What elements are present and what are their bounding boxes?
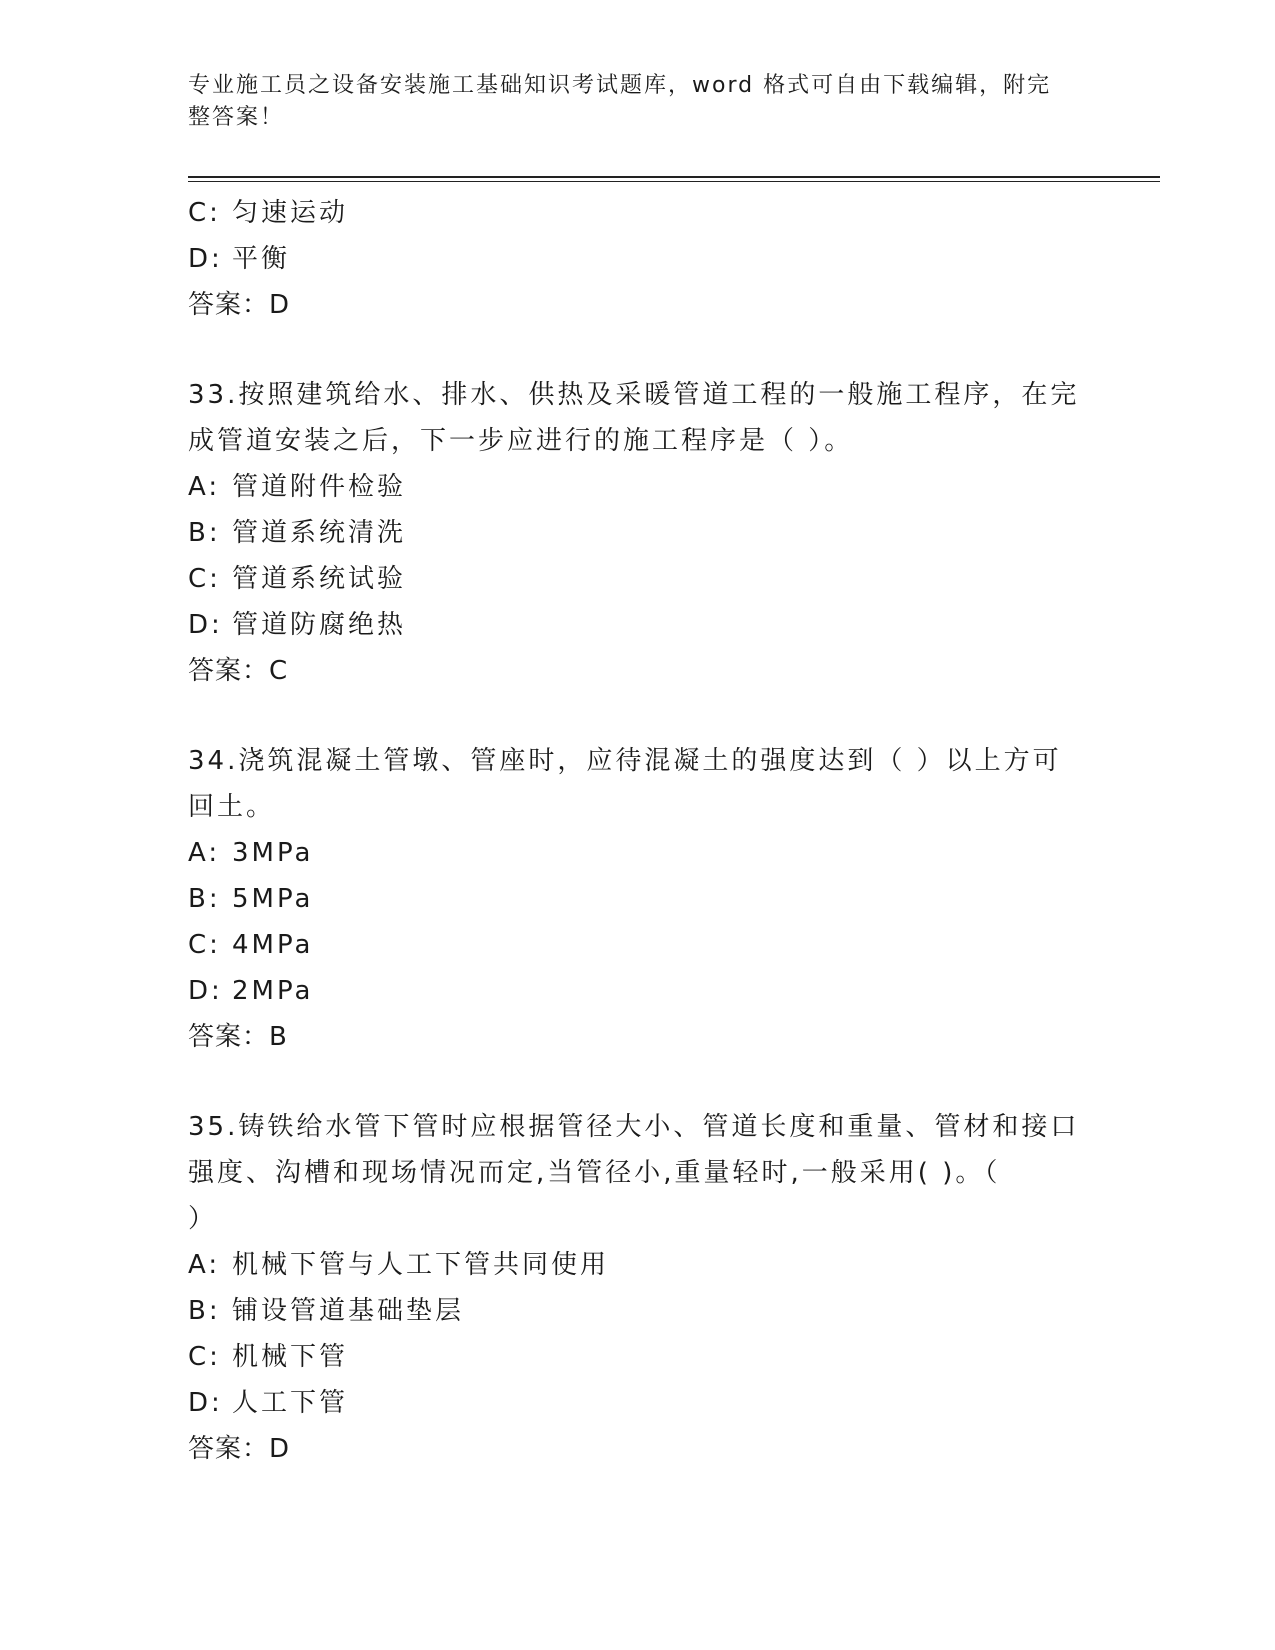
answer: 答案：D (188, 290, 291, 320)
option (188, 190, 1088, 236)
header-divider-thin (188, 181, 1160, 182)
option (188, 1242, 1088, 1288)
option-key: C: (188, 198, 221, 228)
option-text: 匀速运动 (232, 198, 349, 228)
option-key: A: (188, 472, 221, 502)
answer: 答案：C (188, 656, 289, 686)
option-text: 3MPa (232, 838, 314, 868)
option-text: 管道系统清洗 (232, 518, 407, 548)
option (188, 922, 1088, 968)
option-text: 人工下管 (232, 1388, 349, 1418)
option (188, 968, 1088, 1014)
option-key: B: (188, 1296, 221, 1326)
option (188, 602, 1088, 648)
stem-line: 回土。 (188, 792, 276, 822)
header-line-2: 整答案！ (188, 105, 285, 130)
stem-line: 强度、沟槽和现场情况而定,当管径小,重量轻时,一般采用( )。（ (188, 1158, 1001, 1188)
option (188, 1380, 1088, 1426)
question-list (188, 190, 1088, 1472)
question-32-tail (188, 190, 1088, 328)
option-text: 管道系统试验 (232, 564, 407, 594)
header-line-1: 专业施工员之设备安装施工基础知识考试题库，word 格式可自由下载编辑，附完 (188, 73, 1052, 98)
option-key: A: (188, 1250, 221, 1280)
option-key: D: (188, 976, 223, 1006)
option-text: 5MPa (232, 884, 314, 914)
option (188, 236, 1088, 282)
answer: 答案：D (188, 1434, 291, 1464)
option-key: D: (188, 1388, 223, 1418)
option-key: B: (188, 518, 221, 548)
option-text: 管道附件检验 (232, 472, 407, 502)
option-key: C: (188, 1342, 221, 1372)
option-text: 铺设管道基础垫层 (232, 1296, 465, 1326)
stem-line: ） (188, 1204, 218, 1234)
option-key: B: (188, 884, 221, 914)
document-header (188, 70, 1068, 134)
option-text: 机械下管 (232, 1342, 349, 1372)
option (188, 876, 1088, 922)
option-key: D: (188, 244, 223, 274)
option (188, 1334, 1088, 1380)
option (188, 556, 1088, 602)
question-33 (188, 372, 1088, 694)
option (188, 464, 1088, 510)
stem-line: 34.浇筑混凝土管墩、管座时，应待混凝土的强度达到（ ）以上方可 (188, 746, 1062, 776)
option-text: 2MPa (232, 976, 314, 1006)
option (188, 830, 1088, 876)
option-key: D: (188, 610, 223, 640)
stem-line: 33.按照建筑给水、排水、供热及采暖管道工程的一般施工程序，在完 (188, 380, 1080, 410)
option-key: C: (188, 564, 221, 594)
question-stem (188, 372, 1088, 464)
stem-line: 35.铸铁给水管下管时应根据管径大小、管道长度和重量、管材和接口 (188, 1112, 1080, 1142)
option-text: 管道防腐绝热 (232, 610, 407, 640)
option-key: C: (188, 930, 221, 960)
option-key: A: (188, 838, 221, 868)
option-text: 4MPa (232, 930, 314, 960)
answer: 答案：B (188, 1022, 288, 1052)
option-text: 机械下管与人工下管共同使用 (232, 1250, 610, 1280)
option (188, 1288, 1088, 1334)
question-stem (188, 1104, 1088, 1242)
question-stem (188, 738, 1088, 830)
stem-line: 成管道安装之后，下一步应进行的施工程序是（ ）。 (188, 426, 854, 456)
question-34 (188, 738, 1088, 1060)
option-text: 平衡 (232, 244, 291, 274)
option (188, 510, 1088, 556)
question-35 (188, 1104, 1088, 1472)
header-divider-thick (188, 176, 1160, 178)
